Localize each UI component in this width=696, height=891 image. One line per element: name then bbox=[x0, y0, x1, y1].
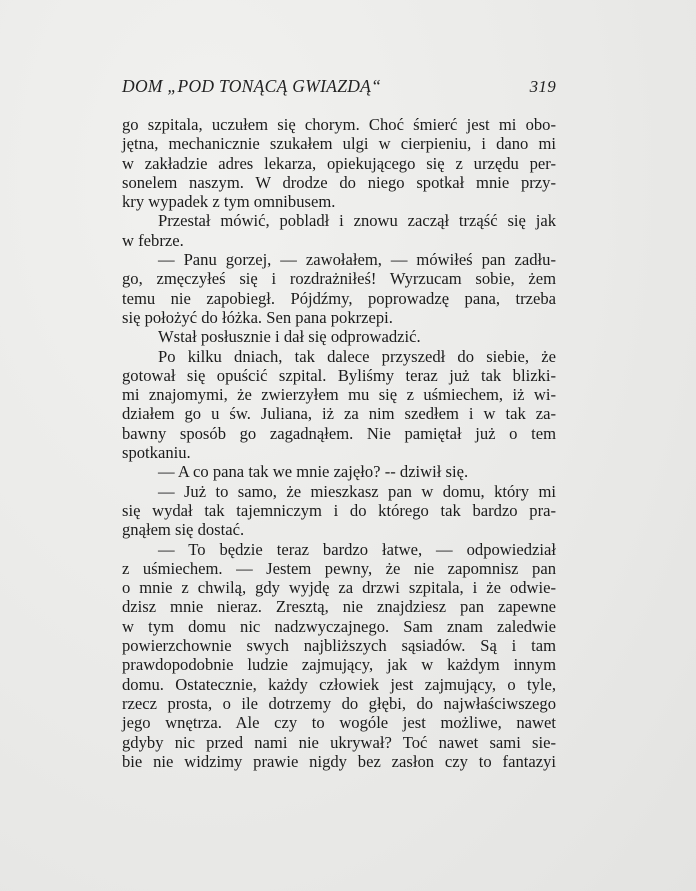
text-line: — Już to samo, że mieszkasz pan w domu, który mi bbox=[158, 481, 556, 501]
text-line: w febrze. bbox=[122, 230, 184, 250]
text-line: temu nie zapobiegł. Pójdźmy, poprowadzę pana, trzeba bbox=[122, 288, 556, 308]
text-line: go, zmęczyłeś się i rozdrażniłeś! Wyrzucam sobie, żem bbox=[122, 269, 556, 289]
text-line: Przestał mówić, pobladł i znowu zaczął trząść się jak bbox=[158, 211, 556, 231]
text-line: z uśmiechem. — Jestem pewny, że nie zapomnisz pan bbox=[122, 558, 556, 578]
text-line: gnąłem się dostać. bbox=[122, 520, 245, 540]
text-line: bawny sposób go zagadnąłem. Nie pamiętał już o tem bbox=[122, 423, 556, 443]
text-line: domu. Ostatecznie, każdy człowiek jest zajmujący, o tyle, bbox=[122, 674, 556, 694]
text-line: kry wypadek z tym omnibusem. bbox=[122, 192, 336, 212]
text-line: — Panu gorzej, — zawołałem, — mówiłeś pan zadłu- bbox=[158, 250, 556, 270]
text-line: o mnie z chwilą, gdy wyjdę za drzwi szpitala, i że odwie- bbox=[122, 578, 556, 598]
text-line: Po kilku dniach, tak dalece przyszedł do siebie, że bbox=[158, 346, 556, 366]
text-line: w zakładzie adres lekarza, opiekującego się z urzędu per- bbox=[122, 153, 556, 173]
text-line: mi znajomymi, że zwierzyłem mu się z uśmiechem, iż wi- bbox=[122, 385, 556, 405]
text-line: gotował się opuścić szpital. Byliśmy teraz już tak blizki- bbox=[122, 365, 556, 385]
text-line: gdyby nic przed nami nie ukrywał? Toć nawet sami sie- bbox=[122, 732, 556, 752]
text-line: działem go u św. Juliana, iż za nim szedłem i w tak za- bbox=[122, 404, 556, 424]
text-line: jętna, mechanicznie szukałem ulgi w cierpieniu, i dano mi bbox=[122, 134, 556, 154]
text-line: powierzchownie swych najbliższych sąsiadów. Są i tam bbox=[122, 636, 556, 656]
text-line: rzecz prosta, o ile dotrzemy do głębi, do najwłaściwszego bbox=[122, 693, 556, 713]
text-line: sonelem naszym. W drodze do niego spotkał mnie przy- bbox=[122, 172, 556, 192]
text-line: się wydał tak tajemniczym i do którego tak bardzo pra- bbox=[122, 500, 556, 520]
text-line: w tym domu nic nadzwyczajnego. Sam znam zaledwie bbox=[122, 616, 556, 636]
text-line: prawdopodobnie ludzie zajmujący, jak w każdym innym bbox=[122, 655, 556, 675]
text-line: jego wnętrza. Ale czy to wogóle jest możliwe, nawet bbox=[122, 713, 556, 733]
text-line: — To będzie teraz bardzo łatwe, — odpowiedział bbox=[158, 539, 556, 559]
text-line: się położyć do łóżka. Sen pana pokrzepi. bbox=[122, 307, 393, 327]
page-number: 319 bbox=[529, 77, 556, 96]
chapter-title: DOM „POD TONĄCĄ GWIAZDĄ“ bbox=[122, 76, 382, 96]
text-line: dzisz mnie nieraz. Zresztą, nie znajdziesz pan zapewne bbox=[122, 597, 556, 617]
text-line: go szpitala, uczułem się chorym. Choć śmierć jest mi obo- bbox=[122, 115, 556, 134]
text-line: Wstał posłusznie i dał się odprowadzić. bbox=[158, 327, 421, 347]
running-head bbox=[122, 76, 556, 106]
text-line: spotkaniu. bbox=[122, 443, 191, 463]
text-line: bie nie widzimy prawie nigdy bez zasłon czy to fantazyi bbox=[122, 751, 556, 771]
book-page bbox=[122, 76, 556, 771]
text-line: — A co pana tak we mnie zajęło? -- dziwił się. bbox=[158, 462, 469, 482]
body-text bbox=[122, 115, 556, 771]
